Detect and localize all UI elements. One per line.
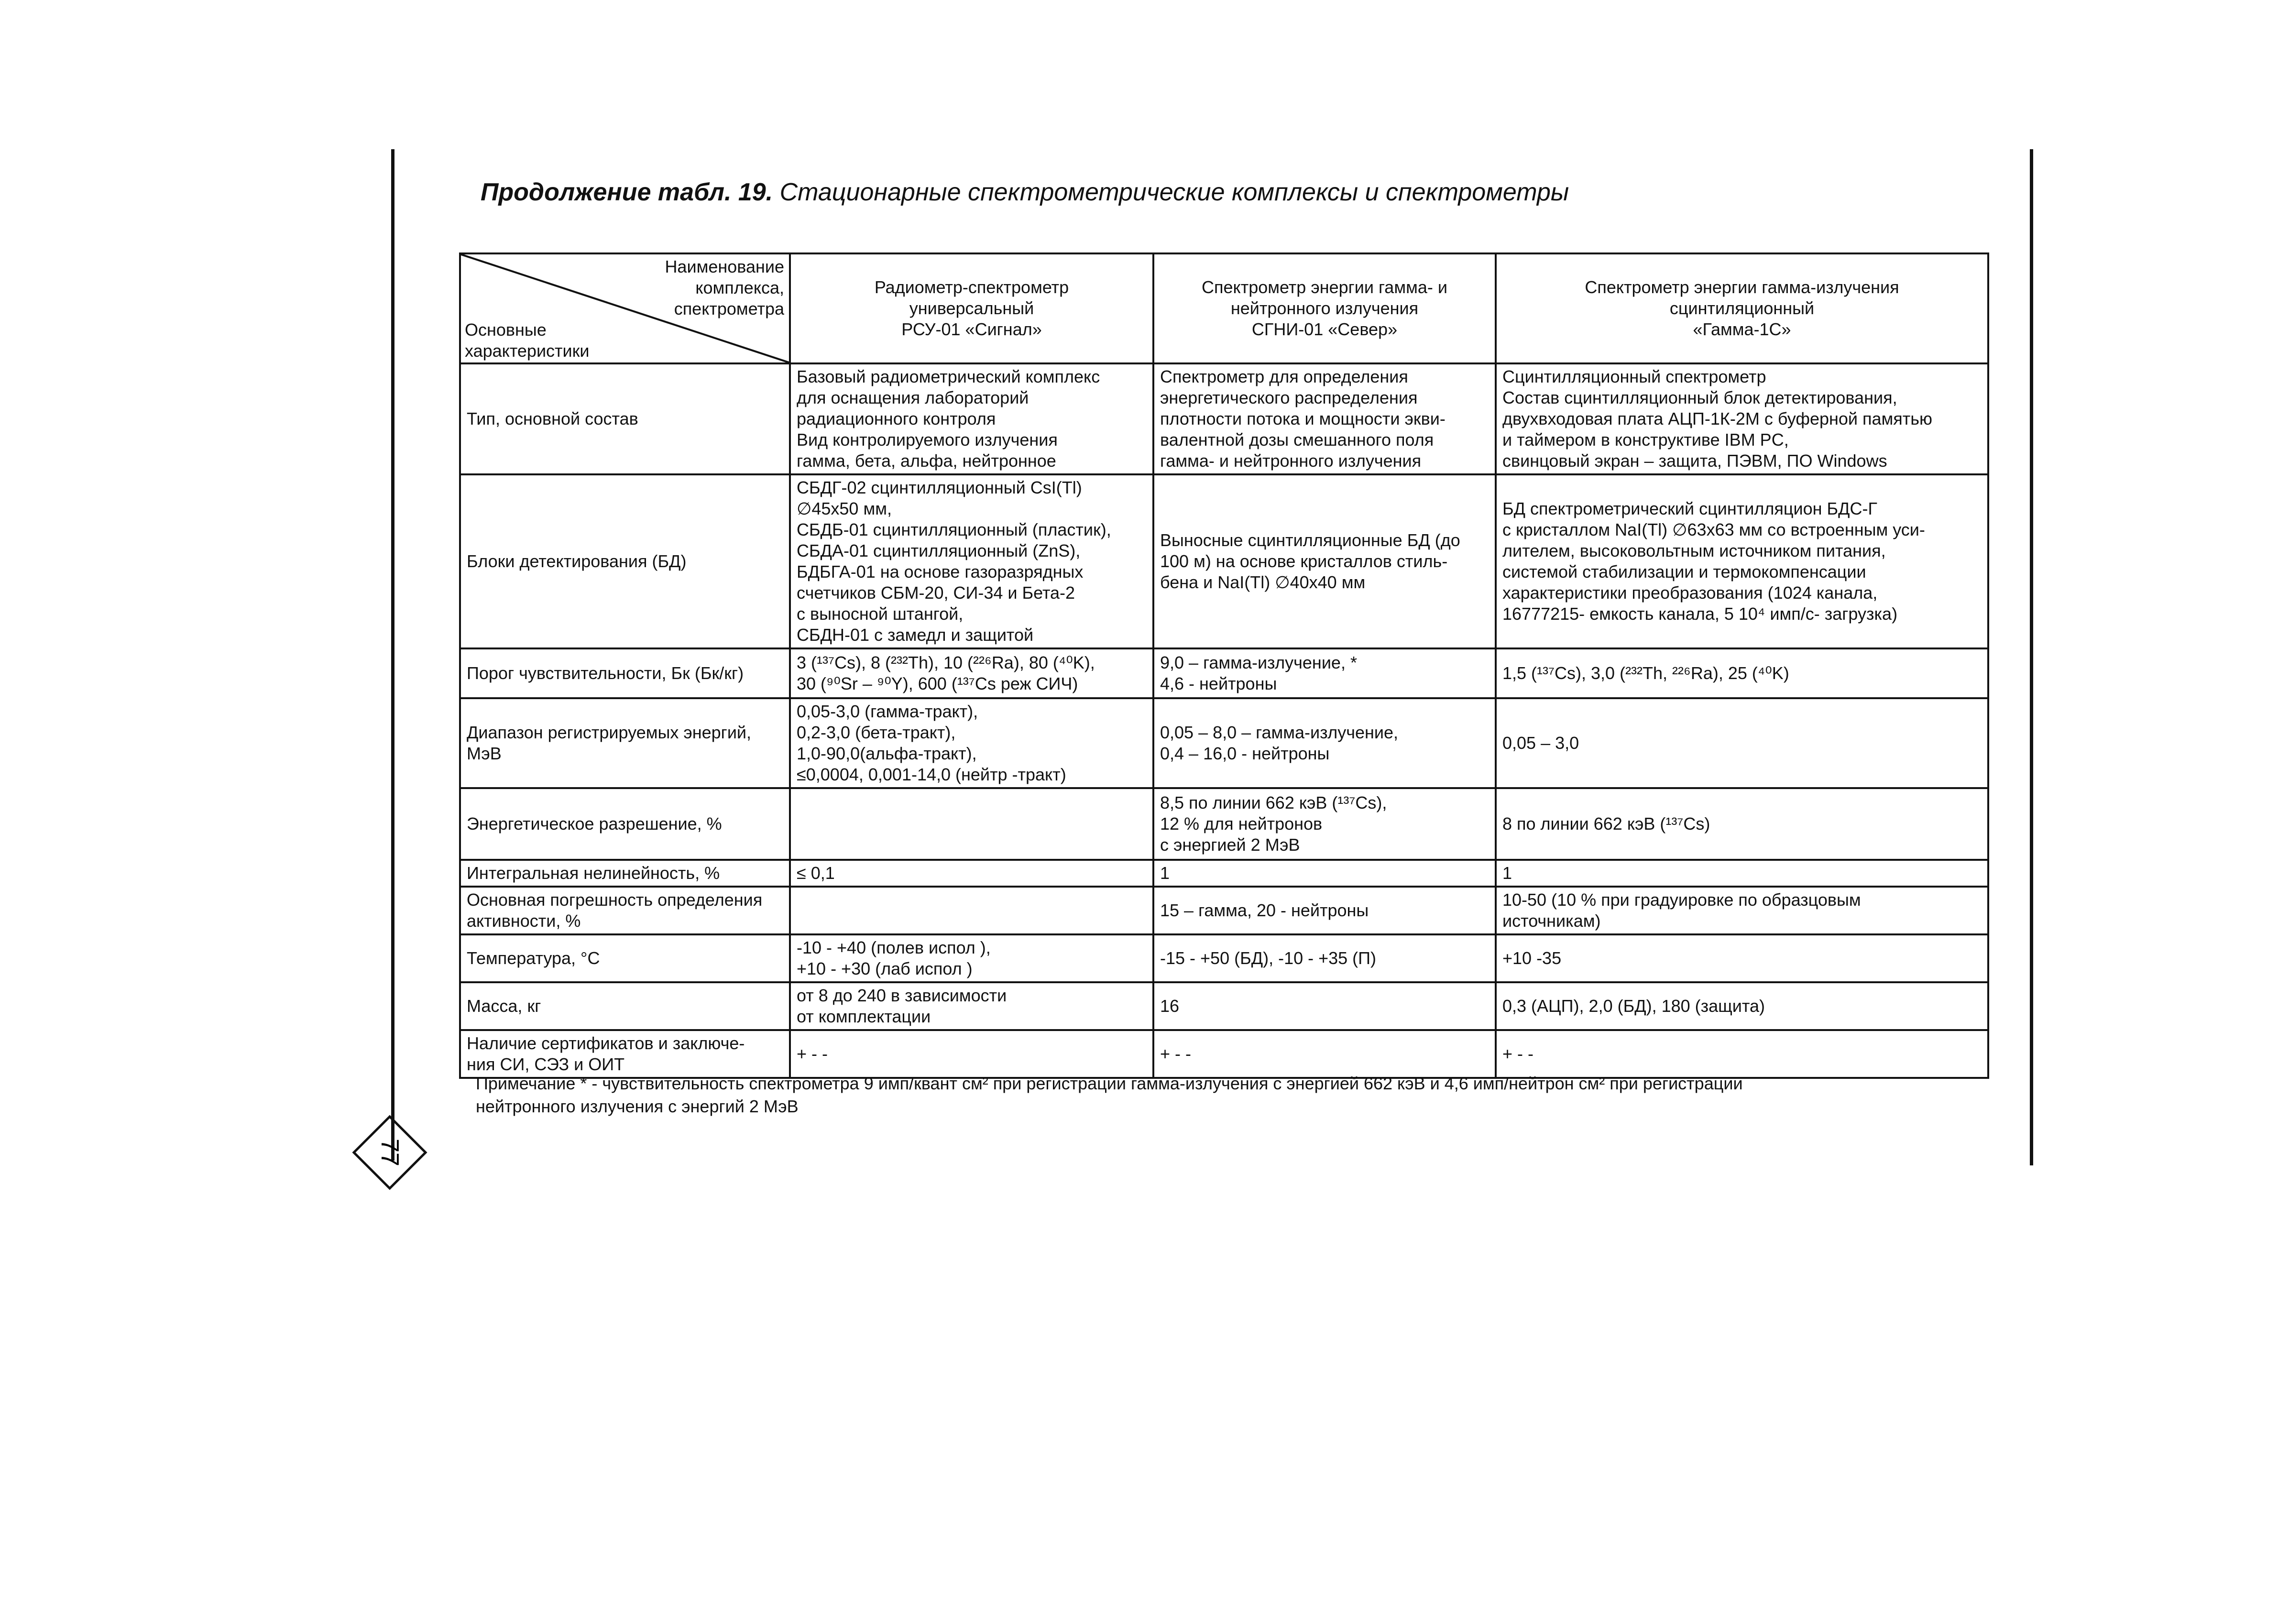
table-cell: 15 – гамма, 20 - нейтроны [1153, 887, 1496, 934]
row-label: Наличие сертификатов и заключе- ния СИ, СЭЗ и ОИТ [460, 1030, 790, 1078]
row-label: Энергетическое разрешение, % [460, 788, 790, 860]
column-header: Спектрометр энергии гамма- и нейтронного излучения СГНИ-01 «Север» [1153, 253, 1496, 363]
table-cell: 1 [1496, 860, 1988, 887]
table-cell: + - - [1153, 1030, 1496, 1078]
table-cell: + - - [790, 1030, 1153, 1078]
table-cell: 3 (¹³⁷Cs), 8 (²³²Th), 10 (²²⁶Ra), 80 (⁴⁰K), 30 (⁹⁰Sr – ⁹⁰Y), 600 (¹³⁷Cs реж СИЧ) [790, 648, 1153, 698]
table-cell: от 8 до 240 в зависимости от комплектации [790, 982, 1153, 1030]
table-row [460, 934, 1988, 982]
table-note: Примечание * - чувствительность спектрометра 9 имп/квант см² при регистрации гамма-излучения с энергией 662 кэВ и 4,6 имп/нейтрон см² при регистрации нейтронного излучения с энергий 2 МэВ [476, 1074, 1743, 1116]
row-label: Основная погрешность определения активности, % [460, 887, 790, 934]
table-cell: БД спектрометрический сцинтилляцион БДС-Г с кристаллом NaI(Tl) ∅63х63 мм со встроенным уси- лителем, высоковольтным источником питания, системой стабилизации и термокомпенсации характеристики преобразования (1024 канала, 16777215- емкость канала, 5 10⁴ имп/с- загрузка) [1496, 474, 1988, 648]
table-row [460, 698, 1988, 788]
row-label: Интегральная нелинейность, % [460, 860, 790, 887]
table-cell [790, 788, 1153, 860]
table-cell: 10-50 (10 % при градуировке по образцовым источникам) [1496, 887, 1988, 934]
page-title [481, 173, 2011, 211]
corner-bottom-label: Основные характеристики [465, 320, 590, 361]
table-cell: + - - [1496, 1030, 1988, 1078]
table-cell: СБДГ-02 сцинтилляционный CsI(Tl) ∅45х50 мм, СБДБ-01 сцинтилляционный (пластик), СБДА-01 сцинтилляционный (ZnS), БДБГА-01 на основе газоразрядных счетчиков СБМ-20, СИ-34 и Бета-2 с выносной штангой, СБДН-01 с замедл и защитой [790, 474, 1153, 648]
table-row [460, 860, 1988, 887]
table-cell: -10 - +40 (полев испол ), +10 - +30 (лаб испол ) [790, 934, 1153, 982]
row-label: Масса, кг [460, 982, 790, 1030]
page-number-badge [349, 1112, 430, 1193]
title-rest: Стационарные спектрометрические комплексы и спектрометры [773, 178, 1569, 206]
table-row [460, 887, 1988, 934]
column-header: Спектрометр энергии гамма-излучения сцинтиляционный «Гамма-1С» [1496, 253, 1988, 363]
table-cell: Базовый радиометрический комплекс для оснащения лабораторий радиационного контроля Вид контролируемого излучения гамма, бета, альфа, нейтронное [790, 363, 1153, 474]
table-cell: 16 [1153, 982, 1496, 1030]
spec-table [459, 252, 1989, 1079]
table-cell: 1,5 (¹³⁷Cs), 3,0 (²³²Th, ²²⁶Ra), 25 (⁴⁰K) [1496, 648, 1988, 698]
table-cell: -15 - +50 (БД), -10 - +35 (П) [1153, 934, 1496, 982]
table-cell: 0,3 (АЦП), 2,0 (БД), 180 (защита) [1496, 982, 1988, 1030]
table-cell: 0,05 – 3,0 [1496, 698, 1988, 788]
row-label: Диапазон регистрируемых энергий, МэВ [460, 698, 790, 788]
table-row [460, 648, 1988, 698]
table-row [460, 788, 1988, 860]
row-label: Температура, °С [460, 934, 790, 982]
table-row [460, 982, 1988, 1030]
table-cell: Спектрометр для определения энергетического распределения плотности потока и мощности экви- валентной дозы смешанного поля гамма- и нейтронного излучения [1153, 363, 1496, 474]
corner-top-label: Наименование комплекса, спектрометра [665, 257, 784, 318]
table-cell [790, 887, 1153, 934]
table-row [460, 363, 1988, 474]
table-cell: 8 по линии 662 кэВ (¹³⁷Cs) [1496, 788, 1988, 860]
table-cell: ≤ 0,1 [790, 860, 1153, 887]
title-bold: Продолжение табл. 19. [481, 178, 773, 206]
table-cell: 0,05-3,0 (гамма-тракт), 0,2-3,0 (бета-тракт), 1,0-90,0(альфа-тракт), ≤0,0004, 0,001-14,0 (нейтр -тракт) [790, 698, 1153, 788]
header-row [460, 253, 1988, 363]
page-number: 77 [376, 1139, 404, 1166]
table-row [460, 474, 1988, 648]
table-cell: Выносные сцинтилляционные БД (до 100 м) на основе кристаллов стиль- бена и NaI(Tl) ∅40х40 мм [1153, 474, 1496, 648]
table-cell: Сцинтилляционный спектрометр Состав сцинтилляционный блок детектирования, двухвходовая плата АЦП-1К-2М с буферной памятью и таймером в конструктиве IBM PC, свинцовый экран – защита, ПЭВМ, ПО Windows [1496, 363, 1988, 474]
left-margin-line [391, 149, 394, 1161]
table-cell: +10 -35 [1496, 934, 1988, 982]
table-cell: 8,5 по линии 662 кэВ (¹³⁷Cs), 12 % для нейтронов с энергией 2 МэВ [1153, 788, 1496, 860]
column-header: Радиометр-спектрометр универсальный РСУ-01 «Сигнал» [790, 253, 1153, 363]
row-label: Блоки детектирования (БД) [460, 474, 790, 648]
table-cell: 1 [1153, 860, 1496, 887]
right-margin-line [2030, 149, 2033, 1165]
table-cell: 0,05 – 8,0 – гамма-излучение, 0,4 – 16,0 - нейтроны [1153, 698, 1496, 788]
table-row [460, 1030, 1988, 1078]
table-cell: 9,0 – гамма-излучение, * 4,6 - нейтроны [1153, 648, 1496, 698]
row-label: Тип, основной состав [460, 363, 790, 474]
corner-cell [460, 253, 790, 363]
row-label: Порог чувствительности, Бк (Бк/кг) [460, 648, 790, 698]
